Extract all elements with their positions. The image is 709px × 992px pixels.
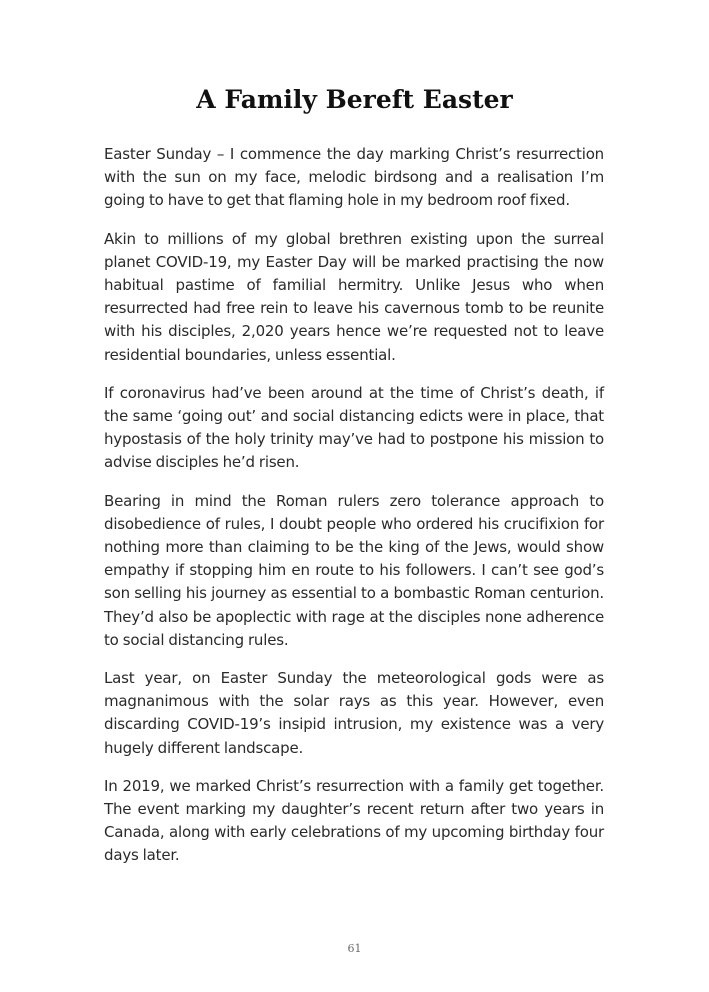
paragraph-3: If coronavirus had’ve been around at the time of Christ’s death, if the same ‘going out’ and social distancing edicts were in place, that hypostasis of the holy trinity may’ve had to postpone his mission to advise disciples he’d risen. xyxy=(104,383,604,472)
paragraph-1: Easter Sunday – I commence the day marking Christ’s resurrection with the sun on my face, melodic birdsong and a realisation I’m going to have to get that flaming hole in my bedroom roof fixed. xyxy=(104,145,604,210)
paragraph-5: Last year, on Easter Sunday the meteorological gods were as magnanimous with the solar rays as this year. However, even discarding COVID-19’s insipid intrusion, my existence was a very hugely different landscape. xyxy=(104,669,604,757)
page-number: 61 xyxy=(347,942,362,955)
chapter-title: A Family Bereft Easter xyxy=(196,85,513,114)
paragraph-6: In 2019, we marked Christ’s resurrection with a family get together. The event marking my daughter’s recent return after two years in Canada, along with early celebrations of my upcoming birthday four days later. xyxy=(104,776,604,865)
paragraph-2: Akin to millions of my global brethren existing upon the surreal planet COVID-19, my Easter Day will be marked practising the now habitual pastime of familial hermitry. Unlike Jesus who when resurrected had free rein to leave his cavernous tomb to be reunite with his disciples, 2,020 years hence we’re requested not to leave residential boundaries, unless essential. xyxy=(104,229,604,364)
paragraph-4: Bearing in mind the Roman rulers zero tolerance approach to disobedience of rules, I doubt people who ordered his crucifixion for nothing more than claiming to be the king of the Jews, would show empathy if stopping him en route to his followers. I can’t see god’s son selling his journey as essential to a bombastic Roman centurion. They’d also be apoplectic with rage at the disciples none adherence to social distancing rules. xyxy=(104,491,604,649)
chapter-body xyxy=(104,143,604,883)
